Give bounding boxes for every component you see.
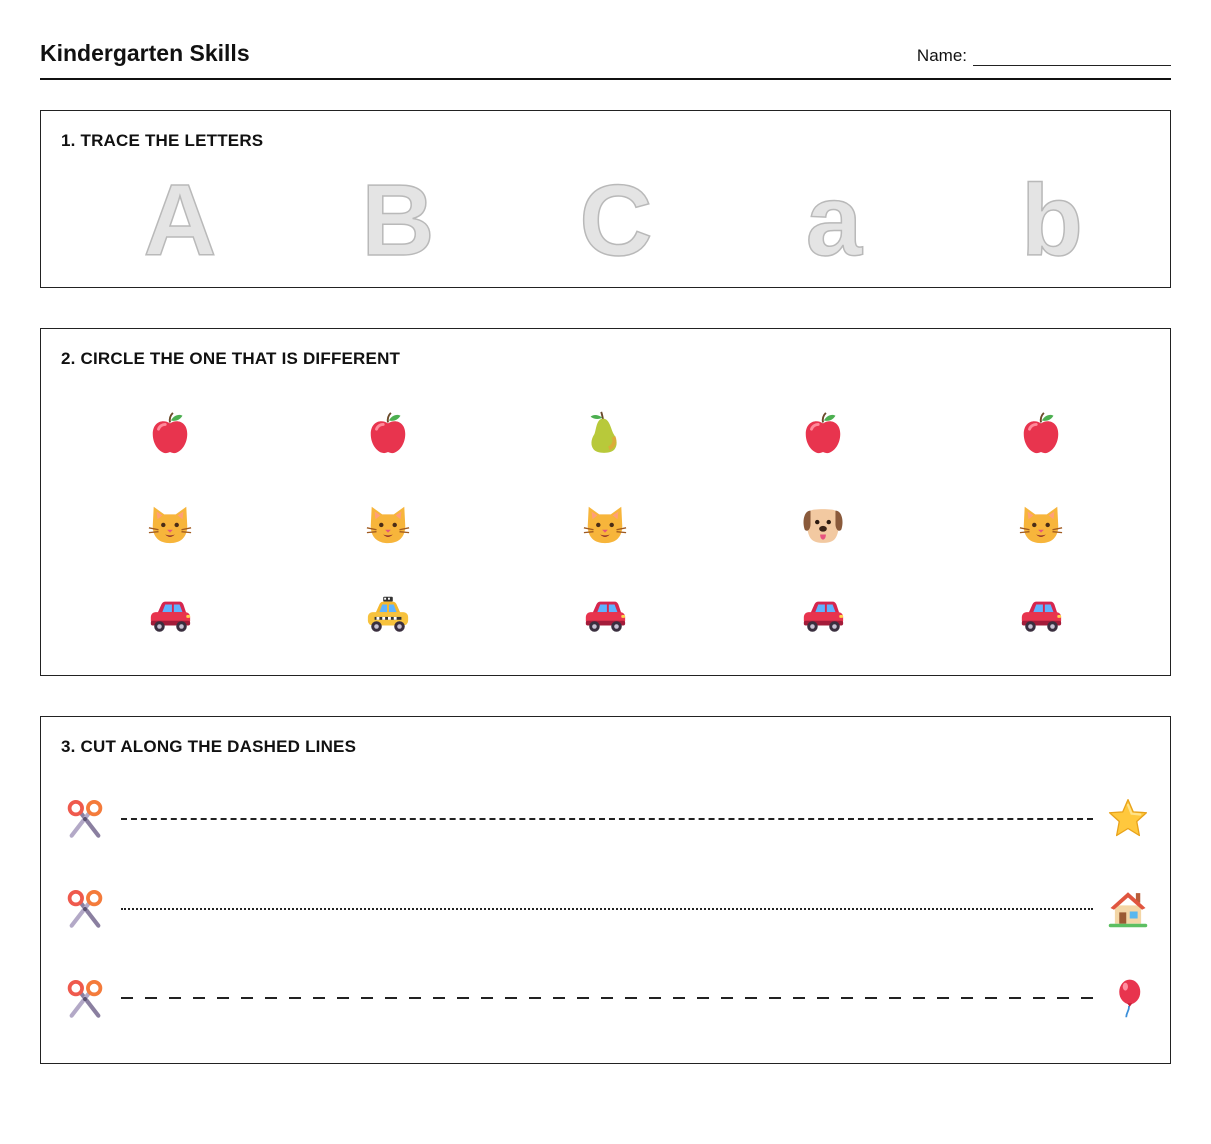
choice-cell[interactable] [932,501,1150,547]
trace-letters-section [40,110,1171,288]
odd-one-out-row [61,569,1150,660]
apple-icon [800,410,846,456]
trace-letters-row [71,166,1161,276]
name-label: Name: [916,46,967,65]
dog-face-icon [800,501,846,547]
cat-face-icon [147,501,193,547]
section-title: 1. TRACE THE LETTERS [61,131,264,150]
choice-cell[interactable] [279,592,497,638]
choice-cell[interactable] [497,501,715,547]
worksheet-title: Kindergarten Skills [40,40,250,66]
scissors-icon [65,979,105,1019]
choice-cell[interactable] [61,501,279,547]
worksheet-header [40,38,1171,80]
cat-face-icon [365,501,411,547]
trace-letter: C [579,164,653,277]
choice-cell[interactable] [714,501,932,547]
scissors-icon [65,889,105,929]
trace-letter: a [805,164,863,277]
choice-cell[interactable] [714,410,932,456]
star-icon [1107,797,1149,839]
odd-one-out-row [61,478,1150,569]
dashed-cut-line [121,818,1093,820]
choice-cell[interactable] [714,592,932,638]
odd-one-out-row [61,387,1150,478]
apple-icon [365,410,411,456]
choice-cell[interactable] [61,410,279,456]
long-dashed-cut-line [121,997,1093,999]
balloon-icon [1107,977,1149,1019]
scissors-icon [65,799,105,839]
car-icon [1018,592,1064,638]
trace-letter: A [143,164,217,277]
cut-lines-section [40,716,1171,1064]
choice-cell[interactable] [932,410,1150,456]
car-icon [147,592,193,638]
choice-cell[interactable] [61,592,279,638]
name-field[interactable] [917,46,1171,66]
apple-icon [1018,410,1064,456]
cut-line-row [61,971,1153,1027]
house-icon [1107,887,1149,929]
car-icon [800,592,846,638]
car-icon [582,592,628,638]
choice-cell[interactable] [279,410,497,456]
taxi-icon [365,592,411,638]
choice-cell[interactable] [497,410,715,456]
odd-one-out-grid [61,387,1150,660]
cut-line-row [61,881,1153,937]
dotted-cut-line [121,908,1093,910]
choice-cell[interactable] [932,592,1150,638]
section-title: 3. CUT ALONG THE DASHED LINES [61,737,357,756]
cat-face-icon [582,501,628,547]
cut-line-row [61,791,1153,847]
choice-cell[interactable] [497,592,715,638]
apple-icon [147,410,193,456]
trace-letter: b [1021,164,1083,277]
name-blank-line[interactable] [973,51,1171,66]
pear-icon [582,410,628,456]
cat-face-icon [1018,501,1064,547]
section-title: 2. CIRCLE THE ONE THAT IS DIFFERENT [61,349,401,368]
choice-cell[interactable] [279,501,497,547]
circle-different-section [40,328,1171,676]
trace-letter: B [361,164,435,277]
